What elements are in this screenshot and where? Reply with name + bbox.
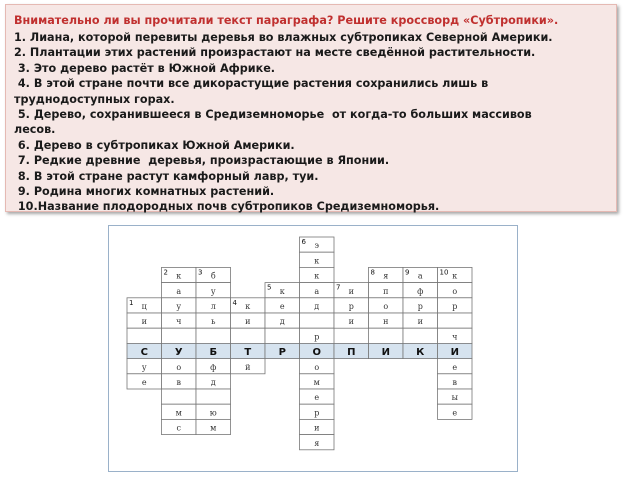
clue-number: 2 <box>163 268 168 277</box>
cell-letter: а <box>417 271 423 281</box>
cell-letter: е <box>452 362 458 372</box>
crossword-cell[interactable] <box>265 328 300 343</box>
key-letter: И <box>381 347 390 359</box>
cell-letter: и <box>348 317 354 327</box>
cell-letter: к <box>245 302 251 311</box>
cell-letter: м <box>175 408 182 418</box>
cell-letter: о <box>314 362 320 372</box>
clue-number: 4 <box>232 298 237 307</box>
cell-letter: и <box>314 423 320 433</box>
cell-letter: о <box>452 286 458 296</box>
key-letter: И <box>450 347 459 359</box>
clue-number: 7 <box>336 283 341 292</box>
cell-letter: к <box>314 271 320 281</box>
cell-letter: ф <box>210 362 217 372</box>
crossword-cell[interactable] <box>162 328 197 343</box>
cell-letter: м <box>210 423 217 433</box>
cell-letter: э <box>314 241 319 251</box>
cell-letter: ю <box>209 408 217 418</box>
cell-letter: о <box>176 362 182 372</box>
crossword-word-5 <box>265 283 300 344</box>
question-line: труднодоступных горах. <box>14 92 175 106</box>
cell-letter: а <box>314 286 320 296</box>
cell-letter: ч <box>176 317 182 327</box>
cell-letter: к <box>279 286 285 296</box>
key-letter: С <box>140 347 148 359</box>
key-letter: П <box>347 347 356 359</box>
crossword-cell[interactable] <box>127 328 162 343</box>
question-line: 4. В этой стране почти все дикорастущие растения сохранились лишь в <box>14 77 489 91</box>
cell-letter: ц <box>141 302 147 311</box>
cell-letter: в <box>452 378 458 387</box>
cell-letter: и <box>141 317 147 327</box>
cell-letter: д <box>210 378 216 387</box>
clue-number: 10 <box>439 268 449 277</box>
question-line: 10.Название плодородных почв субтропиков Средиземноморья. <box>14 200 440 214</box>
key-letter: Р <box>278 347 286 359</box>
cell-letter: е <box>141 378 147 387</box>
cell-letter: р <box>452 302 458 311</box>
clue-number: 9 <box>405 268 410 277</box>
question-line: 9. Родина многих комнатных растений. <box>14 185 275 199</box>
crossword-cell[interactable] <box>369 328 404 343</box>
cell-letter: у <box>176 302 182 311</box>
cell-letter: е <box>279 302 285 311</box>
cell-letter: к <box>452 271 458 281</box>
cell-letter: к <box>176 271 182 281</box>
clue-number: 5 <box>267 283 272 292</box>
key-letter: Б <box>209 347 218 359</box>
crossword-word-4 <box>231 298 266 374</box>
crossword-cell[interactable] <box>196 328 231 343</box>
cell-letter: я <box>314 438 320 448</box>
cell-letter: р <box>314 332 320 342</box>
cell-letter: к <box>314 256 320 266</box>
cell-letter: и <box>348 286 354 296</box>
cell-letter: с <box>176 423 181 433</box>
cell-letter: а <box>176 286 182 296</box>
cell-letter: ф <box>417 286 424 296</box>
crossword-cell[interactable] <box>196 389 231 404</box>
question-line: 2. Плантации этих растений произрастают на месте сведённой растительности. <box>14 46 536 60</box>
cell-letter: р <box>417 302 423 311</box>
cell-letter: о <box>383 302 389 311</box>
key-word-row <box>127 343 472 358</box>
crossword-grid <box>109 226 517 471</box>
cell-letter: у <box>210 286 216 296</box>
question-line: 3. Это дерево растёт в Южной Африке. <box>14 61 276 75</box>
question-line: 7. Редкие древние деревья, произрастающие в Японии. <box>14 154 390 168</box>
cell-letter: й <box>245 362 251 372</box>
question-line: 6. Дерево в субтропиках Южной Америки. <box>14 138 295 152</box>
question-line: 8. В этой стране растут камфорный лавр, туи. <box>14 169 319 183</box>
task-title: Внимательно ли вы прочитали текст параграфа? Решите кроссворд «Субтропики». <box>14 14 559 27</box>
crossword-word-7 <box>334 283 369 329</box>
cell-letter: л <box>210 302 216 311</box>
clue-number: 8 <box>370 268 375 277</box>
cell-letter: д <box>314 302 320 311</box>
key-letter: О <box>312 347 322 359</box>
cell-letter: е <box>314 393 320 403</box>
cell-letter: ы <box>451 393 458 403</box>
question-line: 1. Лиана, которой перевиты деревья во влажных субтропиках Северной Америки. <box>14 31 553 44</box>
crossword-word-8 <box>369 267 404 343</box>
cell-letter: ч <box>452 332 458 342</box>
cell-letter: ь <box>211 317 216 327</box>
question-line: лесов. <box>14 123 56 137</box>
cell-letter: б <box>210 271 216 281</box>
clue-number: 6 <box>301 238 306 246</box>
clue-number: 1 <box>129 298 134 307</box>
cell-letter: н <box>383 317 389 327</box>
crossword-frame <box>108 225 518 472</box>
cell-letter: е <box>452 408 458 418</box>
cell-letter: и <box>245 317 251 327</box>
cell-letter: у <box>141 362 147 372</box>
task-box <box>5 4 617 212</box>
key-letter: У <box>174 347 183 359</box>
crossword-cell[interactable] <box>231 328 266 343</box>
question-list <box>14 30 616 215</box>
key-letter: К <box>416 347 425 359</box>
crossword-cell[interactable] <box>162 389 197 404</box>
cell-letter: р <box>348 302 354 311</box>
cell-letter: д <box>279 317 285 327</box>
cell-letter: и <box>417 317 423 327</box>
cell-letter: м <box>313 378 320 387</box>
question-line: 5. Дерево, сохранившееся в Средиземноморье от когда-то больших массивов <box>14 108 532 122</box>
cell-letter: я <box>383 271 389 281</box>
key-letter: Т <box>244 347 252 359</box>
crossword-cell[interactable] <box>403 328 438 343</box>
cell-letter: п <box>383 286 389 296</box>
crossword-word-9 <box>403 267 438 343</box>
crossword-cell[interactable] <box>438 313 473 328</box>
cell-letter: в <box>176 378 182 387</box>
crossword-cell[interactable] <box>300 313 335 328</box>
clue-number: 3 <box>198 268 203 277</box>
cell-letter: р <box>314 408 320 418</box>
